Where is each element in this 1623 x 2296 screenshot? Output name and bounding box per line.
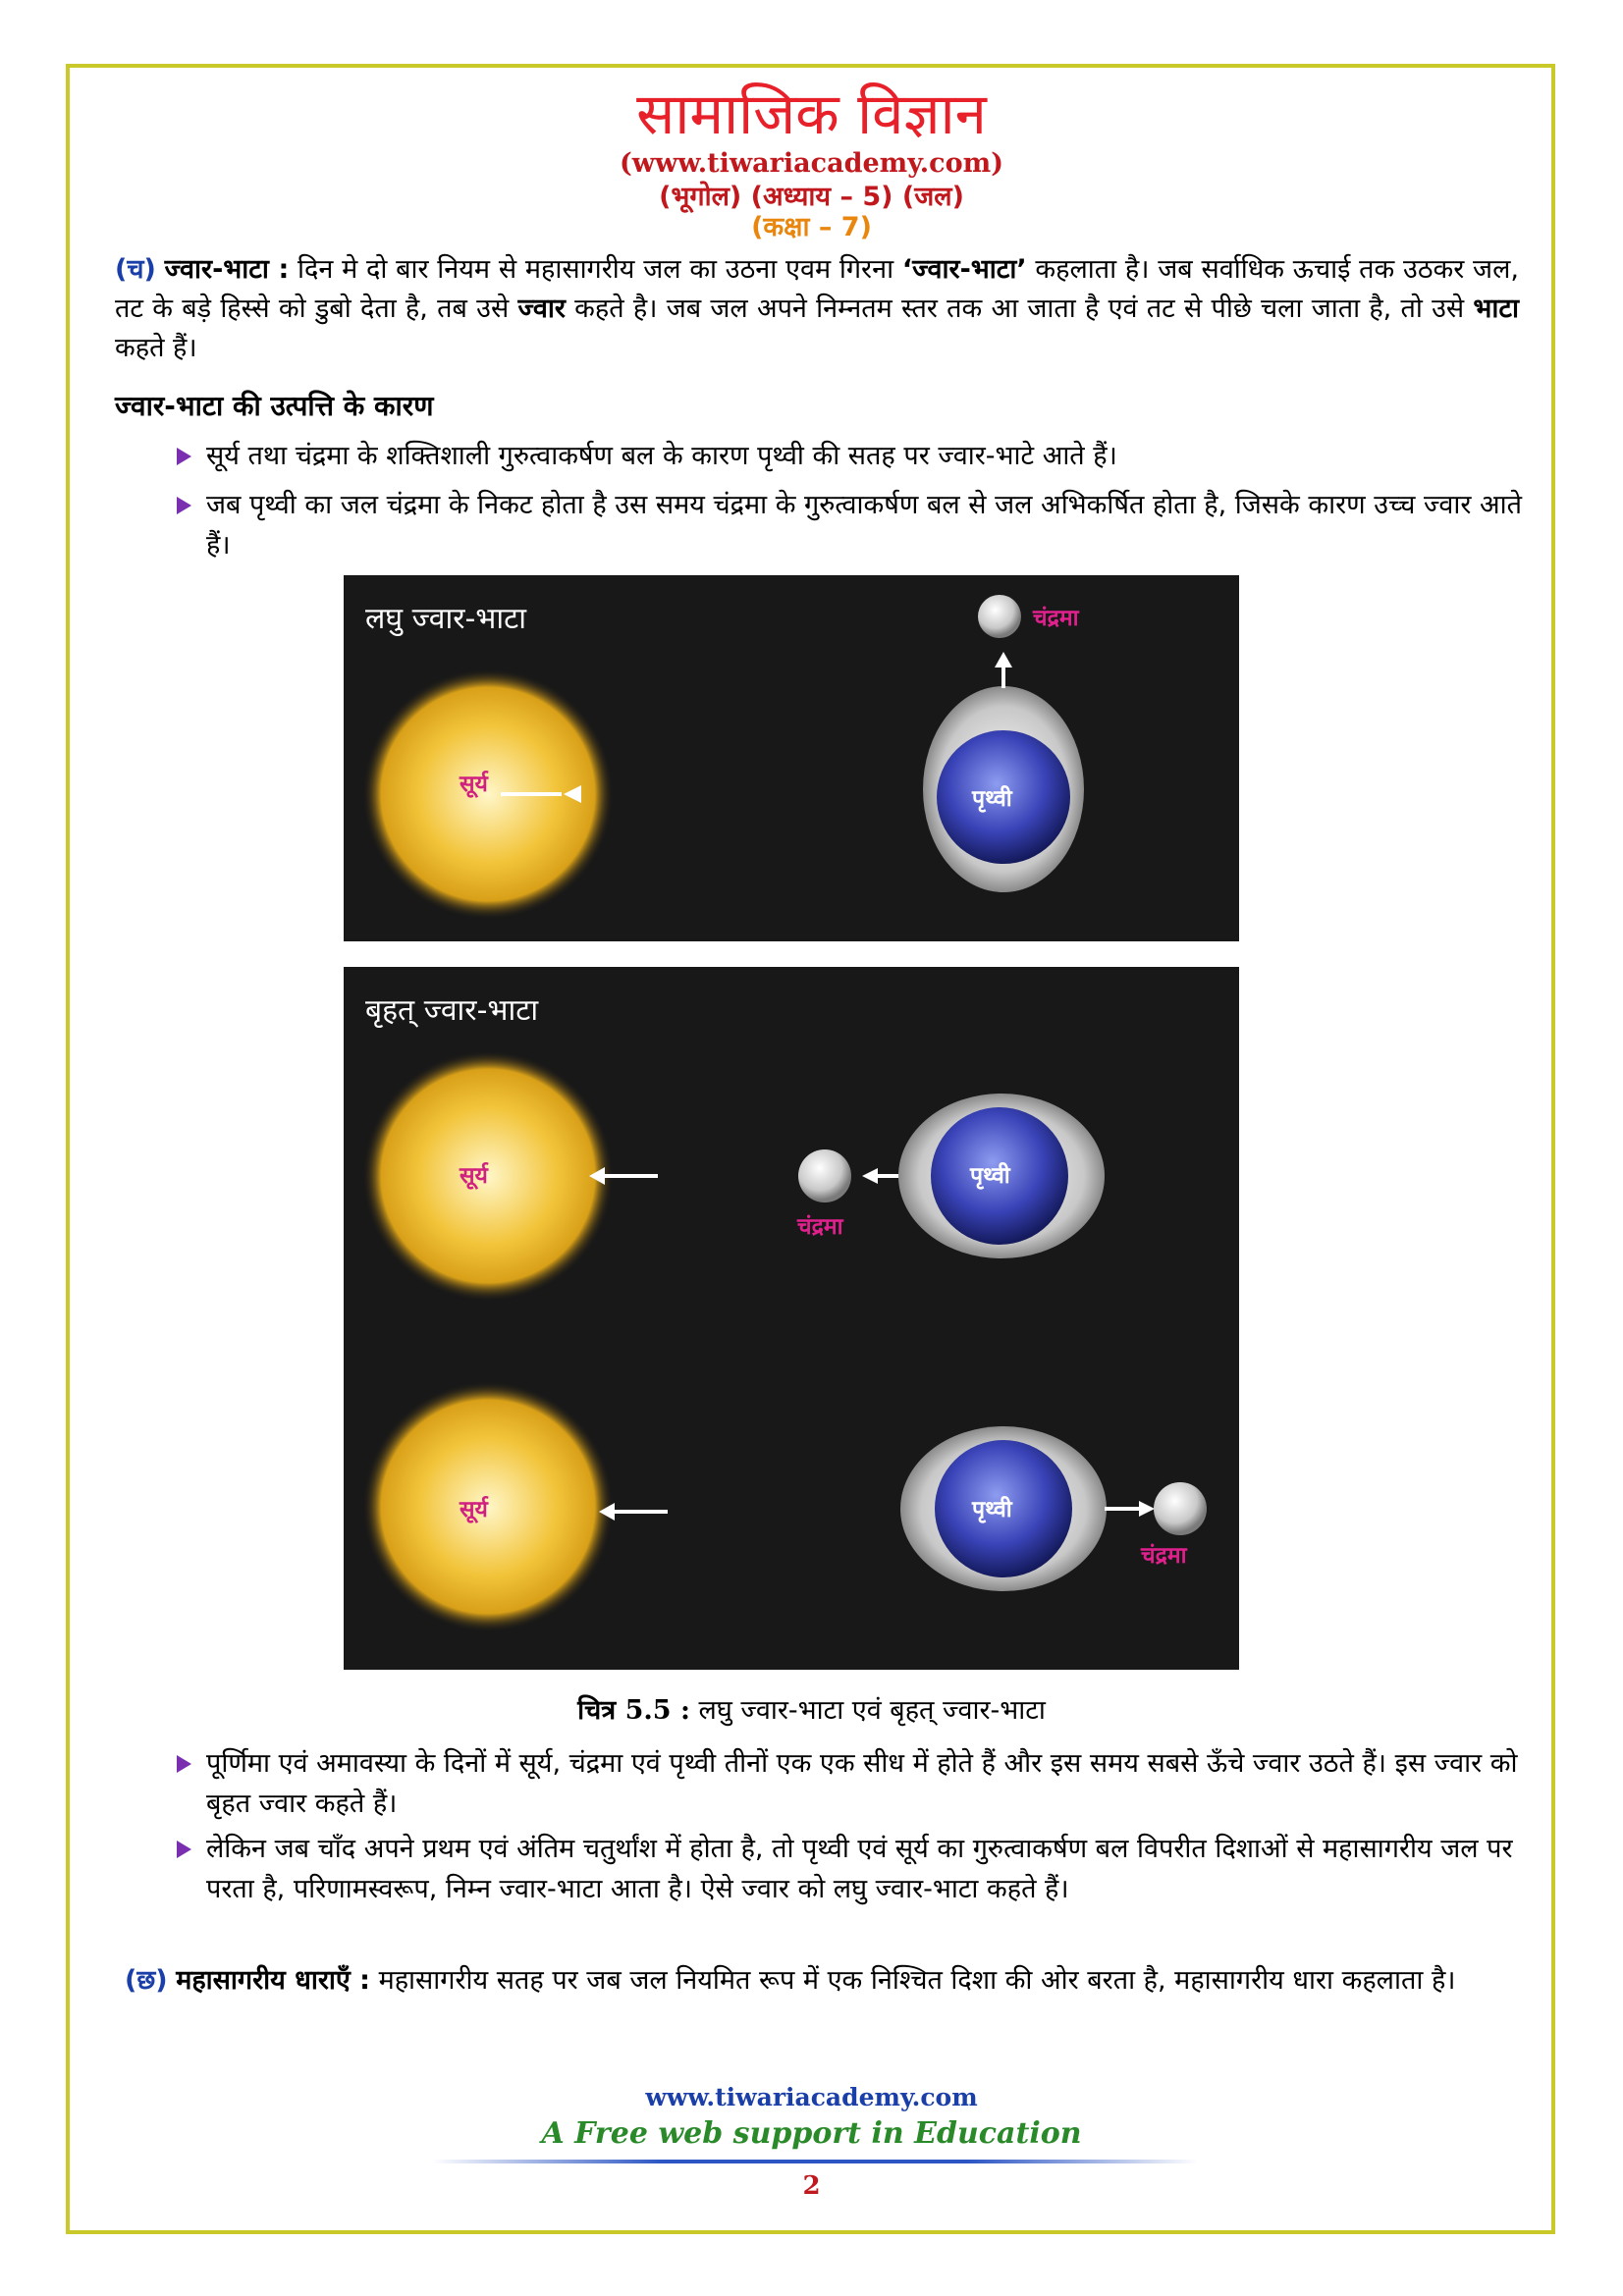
section-chh-paragraph <box>125 1961 1519 2001</box>
sun-shape <box>362 1050 614 1302</box>
section-chh-term: महासागरीय धाराएँ : <box>176 1965 370 1996</box>
arrow-left <box>862 1168 878 1184</box>
caption-text: लघु ज्वार-भाटा एवं बृहत् ज्वार-भाटा <box>689 1695 1046 1726</box>
spring-diagram <box>344 967 1239 1670</box>
figure-neap-tide <box>344 575 1239 941</box>
neap-diagram <box>344 575 1239 941</box>
causes-bullet-2: जब पृथ्वी का जल चंद्रमा के निकट होता है उस समय चंद्रमा के गुरुत्वाकर्षण बल से जल अभिकर्षित होता है, जिसके कारण उच्च ज्वार आते हैं। <box>206 490 1523 561</box>
page-title: सामाजिक विज्ञान <box>636 80 987 147</box>
causes-heading: ज्वार-भाटा की उत्पत्ति के कारण <box>115 390 434 422</box>
section-chh-label: (छ) <box>125 1965 168 1996</box>
sun-label: सूर्य <box>460 1497 488 1522</box>
bullet-marker <box>177 448 191 465</box>
moon-shape <box>798 1149 851 1202</box>
section-ch-text1: दिन मे दो बार नियम से महासागरीय जल का उठना एवम गिरना <box>289 254 902 285</box>
section-ch-quote: ‘ज्वार-भाटा’ <box>901 254 1027 285</box>
sun-label: सूर्य <box>460 1163 488 1189</box>
header-subject: (भूगोल) (अध्याय – 5) (जल) <box>659 182 964 212</box>
earth-label: पृथ्वी <box>972 1497 1012 1522</box>
earth-label: पृथ्वी <box>970 1163 1010 1189</box>
header-class: (कक्षा – 7) <box>751 212 872 242</box>
tide-bullet-1: पूर्णिमा एवं अमावस्या के दिनों में सूर्य, चंद्रमा एवं पृथ्वी तीनों एक एक सीध में होते हैं और इस समय सबसे ऊँचे ज्वार उठते हैं। इस ज्वार को बृहत ज्वार कहते हैं। <box>206 1748 1518 1819</box>
sun-label: सूर्य <box>460 772 488 797</box>
arrow-up <box>995 652 1012 667</box>
section-chh-text: महासागरीय सतह पर जब जल नियमित रूप में एक निश्चित दिशा की ओर बरता है, महासागरीय धारा कहलाता है। <box>369 1965 1456 1996</box>
panel2-label: बृहत् ज्वार-भाटा <box>365 993 539 1028</box>
section-ch-label: (च) <box>115 254 156 285</box>
bullet-marker <box>177 497 191 514</box>
page-number: 2 <box>802 2171 821 2201</box>
caption-number: चित्र 5.5 : <box>577 1695 690 1726</box>
footer-website[interactable]: www.tiwariacademy.com <box>645 2083 978 2111</box>
section-ch-text4: कहते हैं। <box>115 333 197 363</box>
figure-caption <box>0 1690 1623 1727</box>
causes-bullet-1: सूर्य तथा चंद्रमा के शक्तिशाली गुरुत्वाकर्षण बल के कारण पृथ्वी की सतह पर ज्वार-भाटे आते हैं। <box>206 441 1117 471</box>
footer-tagline: A Free web support in Education <box>541 2116 1082 2151</box>
moon-label: चंद्रमा <box>797 1214 843 1240</box>
section-ch-paragraph <box>115 250 1519 368</box>
section-ch-text2: कहलाता है। जब सर्वाधिक ऊचाई तक उठकर जल, तट के बड़े हिस्से को डुबो देता है, तब उसे <box>115 254 1519 324</box>
section-ch-bold2: भाटा <box>1473 294 1519 324</box>
arrow-right <box>1139 1501 1155 1517</box>
section-ch-text3: कहते है। जब जल अपने निम्नतम स्तर तक आ जाता है एवं तट से पीछे चला जाता है, तो उसे <box>565 294 1474 324</box>
moon-label: चंद्रमा <box>1033 606 1079 631</box>
panel1-label: लघु ज्वार-भाटा <box>365 602 527 636</box>
header-website[interactable]: (www.tiwariacademy.com) <box>620 148 1003 179</box>
moon-label: चंद्रमा <box>1141 1543 1187 1569</box>
earth-label: पृथ्वी <box>972 786 1012 812</box>
section-ch-term: ज्वार-भाटा : <box>164 254 290 285</box>
moon-shape <box>1154 1482 1207 1535</box>
moon-shape <box>978 595 1021 638</box>
section-ch-bold1: ज्वार <box>517 294 566 324</box>
footer-divider <box>432 2160 1198 2163</box>
figure-spring-tide <box>344 967 1239 1670</box>
tide-bullet-2: लेकिन जब चाँद अपने प्रथम एवं अंतिम चतुर्थांश में होता है, तो पृथ्वी एवं सूर्य का गुरुत्वाकर्षण बल विपरीत दिशाओं से महासागरीय जल पर परता है, परिणामस्वरूप, निम्न ज्वार-भाटा आता है। ऐसे ज्वार को लघु ज्वार-भाटा कहते हैं। <box>206 1834 1513 1904</box>
bullet-marker <box>177 1841 191 1858</box>
bullet-marker <box>177 1755 191 1773</box>
sun-shape <box>362 1381 614 1632</box>
